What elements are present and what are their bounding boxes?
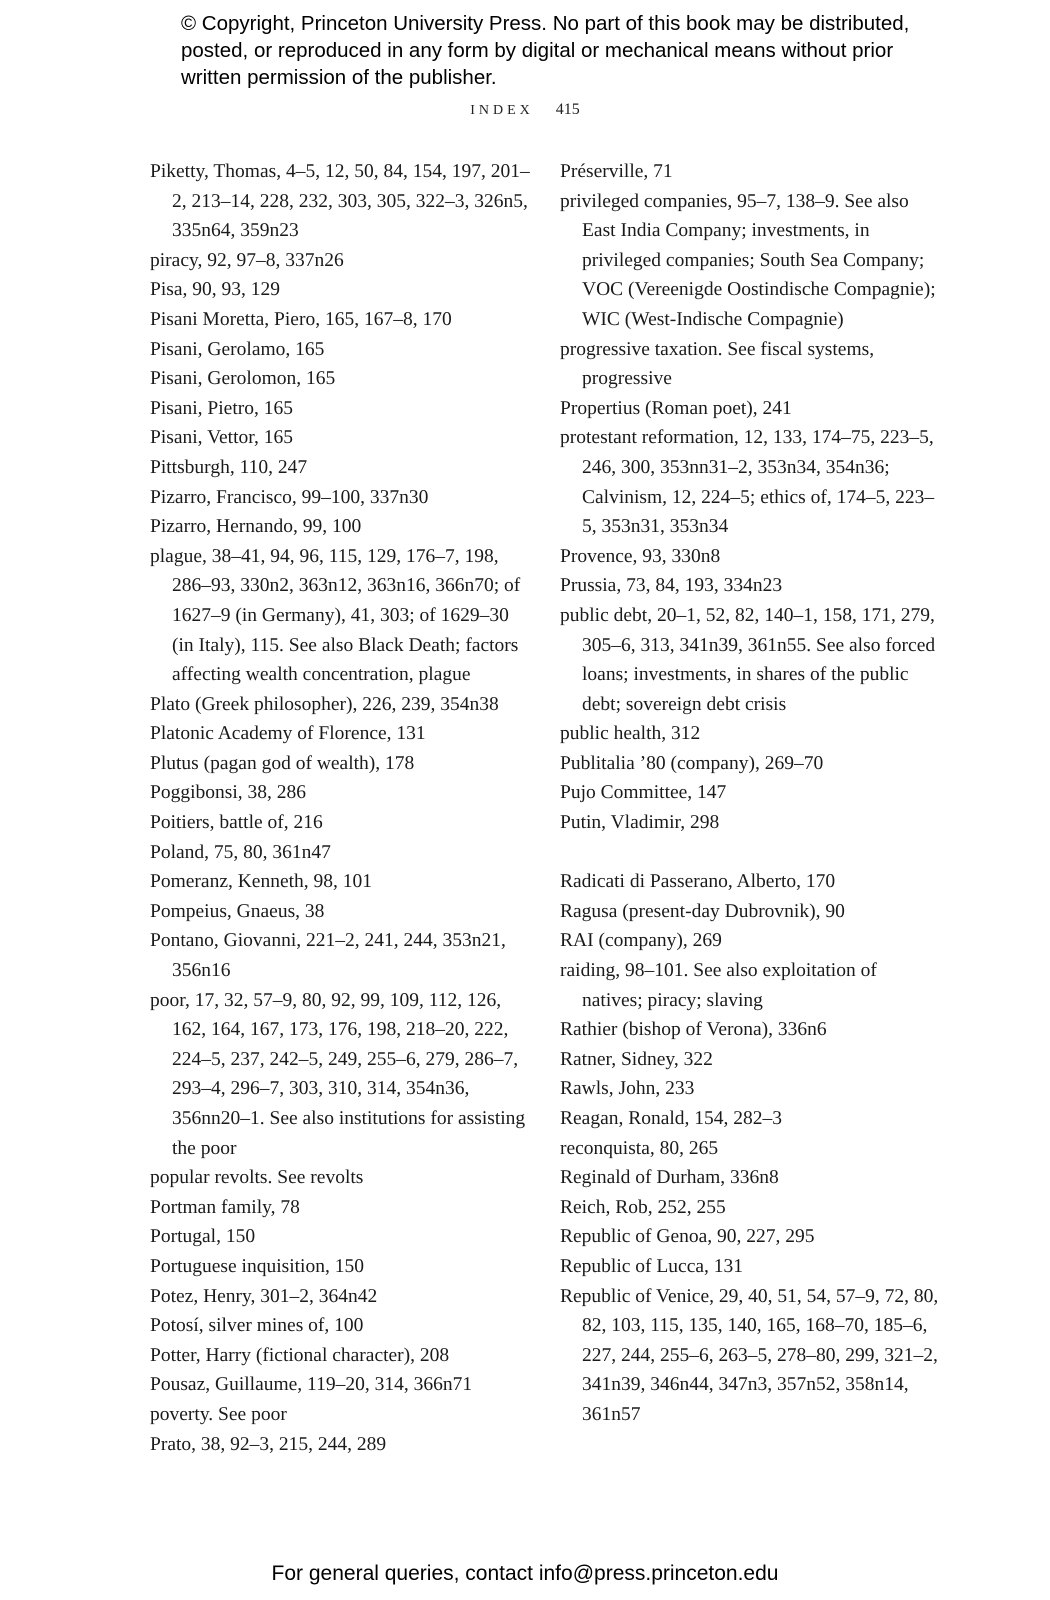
index-entry: Portuguese inquisition, 150 xyxy=(150,1255,364,1277)
index-entry: Pousaz, Guillaume, 119–20, 314, 366n71 xyxy=(150,1374,473,1396)
index-entry: Ratner, Sidney, 322 xyxy=(560,1048,713,1070)
index-entry: Poland, 75, 80, 361n47 xyxy=(150,841,331,863)
running-head xyxy=(0,101,1050,119)
index-entry: piracy, 92, 97–8, 337n26 xyxy=(150,249,344,271)
index-entry: Poitiers, battle of, 216 xyxy=(150,812,323,834)
index-entry: Pisani, Gerolamo, 165 xyxy=(150,338,325,360)
index-entry: Pomeranz, Kenneth, 98, 101 xyxy=(150,871,373,893)
index-entry: Republic of Genoa, 90, 227, 295 xyxy=(560,1226,815,1248)
index-entry: public health, 312 xyxy=(560,723,701,745)
index-entry: Prussia, 73, 84, 193, 334n23 xyxy=(560,575,783,597)
page-number: 415 xyxy=(555,101,580,118)
index-entry: Republic of Lucca, 131 xyxy=(560,1255,744,1277)
index-entry: Potosí, silver mines of, 100 xyxy=(150,1315,364,1337)
index-entry: Rathier (bishop of Verona), 336n6 xyxy=(560,1019,827,1041)
footer-contact: For general queries, contact info@press.princeton.edu xyxy=(271,1562,779,1585)
index-entry: Reich, Rob, 252, 255 xyxy=(560,1196,726,1218)
index-entry: Radicati di Passerano, Alberto, 170 xyxy=(560,871,836,893)
index-entry: raiding, 98–101. See also exploitation of natives; piracy; slaving xyxy=(560,960,877,1011)
index-entry: Pisa, 90, 93, 129 xyxy=(150,279,281,301)
index-entry: Ragusa (present-day Dubrovnik), 90 xyxy=(560,900,845,922)
index-entry: Préserville, 71 xyxy=(560,161,673,182)
index-entry: RAI (company), 269 xyxy=(560,930,722,952)
index-entry: Prato, 38, 92–3, 215, 244, 289 xyxy=(150,1433,387,1455)
index-entry: Provence, 93, 330n8 xyxy=(560,545,721,567)
index-entry: Rawls, John, 233 xyxy=(560,1078,695,1100)
index-entry: Putin, Vladimir, 298 xyxy=(560,812,720,834)
index-entry: Pisani, Pietro, 165 xyxy=(150,397,294,419)
index-entry: Pujo Committee, 147 xyxy=(560,782,727,804)
index-entry: poverty. See poor xyxy=(150,1403,287,1425)
index-entry: Portugal, 150 xyxy=(150,1226,256,1248)
index-column-right xyxy=(560,157,940,1430)
index-entry: Pisani, Vettor, 165 xyxy=(150,427,293,449)
index-entry: Pittsburgh, 110, 247 xyxy=(150,456,308,478)
index-column-left xyxy=(150,157,530,1459)
index-entry: Reginald of Durham, 336n8 xyxy=(560,1167,779,1189)
index-entry: Potez, Henry, 301–2, 364n42 xyxy=(150,1285,378,1307)
index-entry: Pompeius, Gnaeus, 38 xyxy=(150,900,325,922)
index-entry: Propertius (Roman poet), 241 xyxy=(560,397,792,419)
index-entry: popular revolts. See revolts xyxy=(150,1167,364,1189)
index-entry: Potter, Harry (fictional character), 208 xyxy=(150,1344,450,1366)
index-entry: public debt, 20–1, 52, 82, 140–1, 158, 171, 279, 305–6, 313, 341n39, 361n55. See also forced loans; investments, in shares of the public debt; sovereign debt crisis xyxy=(560,604,936,715)
index-entry: Portman family, 78 xyxy=(150,1196,300,1218)
index-entry: Reagan, Ronald, 154, 282–3 xyxy=(560,1108,783,1129)
index-entry: reconquista, 80, 265 xyxy=(560,1137,719,1159)
index-entry: Piketty, Thomas, 4–5, 12, 50, 84, 154, 197, 201–2, 213–14, 228, 232, 303, 305, 322–3, 326n5, 335n64, 359n23 xyxy=(150,161,530,242)
index-entry: Pisani Moretta, Piero, 165, 167–8, 170 xyxy=(150,308,452,330)
index-entry: progressive taxation. See fiscal systems, progressive xyxy=(560,338,875,390)
index-entry: Plato (Greek philosopher), 226, 239, 354n38 xyxy=(150,693,499,715)
index-entry: protestant reformation, 12, 133, 174–75, 223–5, 246, 300, 353nn31–2, 353n34, 354n36; Calvinism, 12, 224–5; ethics of, 174–5, 223–5, 353n31, 353n34 xyxy=(560,427,935,538)
index-entry: Poggibonsi, 38, 286 xyxy=(150,782,307,804)
index-entry: poor, 17, 32, 57–9, 80, 92, 99, 109, 112, 126, 162, 164, 167, 173, 176, 198, 218–20, 222, 224–5, 237, 242–5, 249, 255–6, 279, 286–7, 293–4, 296–7, 303, 310, 314, 354n36, 356nn20–1. See also institutions for assisting the poor xyxy=(150,989,526,1159)
running-head-label: INDEX xyxy=(470,103,534,118)
index-entry: Pisani, Gerolomon, 165 xyxy=(150,368,336,390)
index-entry: Pizarro, Francisco, 99–100, 337n30 xyxy=(150,486,429,508)
index-entry: Republic of Venice, 29, 40, 51, 54, 57–9, 72, 80, 82, 103, 115, 135, 140, 165, 168–70, 185–6, 227, 244, 255–6, 263–5, 278–80, 299, 321–2, 341n39, 346n44, 347n3, 357n52, 358n14, 361n57 xyxy=(560,1285,939,1425)
index-entry: Plutus (pagan god of wealth), 178 xyxy=(150,752,415,774)
index-entry: Pizarro, Hernando, 99, 100 xyxy=(150,516,362,538)
index-entry: Platonic Academy of Florence, 131 xyxy=(150,723,426,745)
index-entry: Publitalia ’80 (company), 269–70 xyxy=(560,752,824,774)
copyright-notice: © Copyright, Princeton University Press. No part of this book may be distributed, posted, or reproduced in any form by digital or mechanical means without prior written permission of the publisher. xyxy=(181,12,910,89)
index-entry: plague, 38–41, 94, 96, 115, 129, 176–7, 198, 286–93, 330n2, 363n12, 363n16, 366n70; of 1627–9 (in Germany), 41, 303; of 1629–30 (in Italy), 115. See also Black Death; factors affecting wealth concentration, plague xyxy=(150,545,521,686)
index-entry: Pontano, Giovanni, 221–2, 241, 244, 353n21, 356n16 xyxy=(150,930,506,982)
index-entry: privileged companies, 95–7, 138–9. See also East India Company; investments, in privileged companies; South Sea Company; VOC (Vereenigde Oostindische Compagnie); WIC (West-Indische Compagnie) xyxy=(560,190,936,330)
